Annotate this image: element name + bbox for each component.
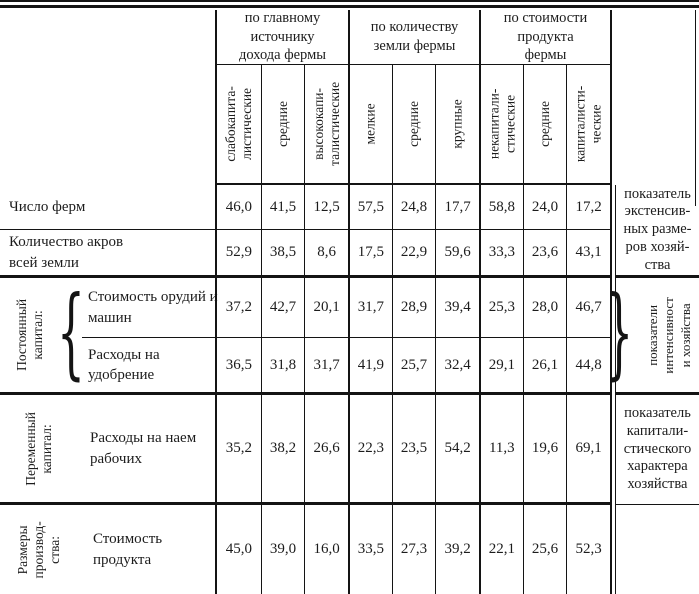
table-row-caption-farms	[0, 185, 215, 230]
data-cell: 36,5	[217, 338, 261, 395]
data-cell: 28,9	[392, 278, 436, 338]
data-cell: 37,2	[217, 278, 261, 338]
data-grid	[215, 10, 612, 594]
row-caption: всей земли	[9, 254, 79, 271]
vertical-column-label: средние	[523, 65, 567, 185]
data-cell: 11,3	[479, 395, 523, 505]
vertical-column-label: мелкие	[348, 65, 392, 185]
vertical-column-label: слабокапита- листические	[217, 65, 261, 185]
data-cell: 17,5	[348, 230, 392, 278]
row-caption-column	[0, 10, 218, 594]
vertical-column-label: средние	[261, 65, 305, 185]
row-caption: Расходы на	[88, 346, 160, 363]
data-cell: 25,3	[479, 278, 523, 338]
data-cell: 25,6	[523, 505, 567, 594]
curly-brace-left: {	[57, 276, 85, 392]
data-cell: 24,8	[392, 185, 436, 230]
data-cell: 43,1	[566, 230, 610, 278]
row-caption: Стоимость	[93, 531, 163, 548]
table-row-caption-acres	[0, 230, 215, 278]
data-cell: 41,9	[348, 338, 392, 395]
data-cell: 29,1	[479, 338, 523, 395]
column-group-header-product: по стоимости продукта фермы	[479, 10, 610, 65]
table-row-caption-product-value	[78, 529, 215, 570]
row-group-constant-capital	[0, 276, 218, 395]
row-caption: Количество акров	[9, 234, 124, 251]
annotation-header-right-rule	[695, 10, 696, 206]
row-caption: продукта	[93, 551, 152, 568]
row-group-label	[0, 520, 78, 579]
data-cell: 41,5	[261, 185, 305, 230]
data-cell: 32,4	[435, 338, 479, 395]
data-cell: 46,7	[566, 278, 610, 338]
data-cell: 22,1	[479, 505, 523, 594]
data-cell: 59,6	[435, 230, 479, 278]
column-group-header-income: по главному источнику дохода фермы	[217, 10, 348, 65]
vertical-column-label: высококапи- талистические	[304, 65, 348, 185]
data-cell: 20,1	[304, 278, 348, 338]
row-caption: Число ферм	[9, 198, 86, 215]
data-cell: 58,8	[479, 185, 523, 230]
vertical-column-label: капиталисти- ческие	[566, 65, 610, 185]
data-cell: 31,7	[348, 278, 392, 338]
row-caption: удобрение	[88, 367, 155, 383]
row-group-label-line: Размеры	[15, 525, 31, 574]
table-row-caption-hired-labor	[78, 428, 215, 469]
row-group-label	[0, 278, 60, 392]
data-cell: 54,2	[435, 395, 479, 505]
data-cell: 23,6	[523, 230, 567, 278]
top-rule-thin	[0, 0, 699, 2]
row-group-variable-capital	[0, 395, 215, 505]
row-group-label-line: Переменный	[23, 411, 39, 486]
row-caption: рабочих	[90, 450, 142, 467]
data-cell: 57,5	[348, 185, 392, 230]
data-cell: 42,7	[261, 278, 305, 338]
vertical-column-label: некапитали- стические	[479, 65, 523, 185]
row-caption: Стоимость орудий и	[88, 289, 218, 306]
data-cell: 24,0	[523, 185, 567, 230]
row-group-label-line: производ-	[31, 520, 47, 579]
data-cell: 44,8	[566, 338, 610, 395]
data-cell: 39,2	[435, 505, 479, 594]
data-cell: 46,0	[217, 185, 261, 230]
data-cell: 17,7	[435, 185, 479, 230]
top-rule-thick	[0, 5, 699, 8]
data-cell: 22,9	[392, 230, 436, 278]
curly-brace-right: }	[605, 276, 634, 392]
annotation-column	[605, 185, 699, 594]
data-cell: 69,1	[566, 395, 610, 505]
data-cell: 52,9	[217, 230, 261, 278]
data-cell: 25,7	[392, 338, 436, 395]
table-row-caption-fertilizer	[82, 338, 215, 392]
data-cell: 16,0	[304, 505, 348, 594]
row-group-label	[0, 411, 78, 486]
annotation-intensity: } показатели интенсивност и хозяйства	[616, 278, 699, 395]
row-caption: Расходы на наем	[90, 430, 197, 447]
table-row-caption-tools	[82, 278, 218, 338]
data-cell: 38,5	[261, 230, 305, 278]
data-cell: 38,2	[261, 395, 305, 505]
data-cell: 17,2	[566, 185, 610, 230]
row-group-label-line: Постоянный	[14, 299, 30, 371]
data-cell: 39,0	[261, 505, 305, 594]
data-cell: 8,6	[304, 230, 348, 278]
data-cell: 27,3	[392, 505, 436, 594]
data-cell: 45,0	[225, 541, 252, 557]
row-group-label-line: ства:	[46, 535, 62, 564]
row-caption: машин	[88, 309, 132, 326]
data-cell: 22,3	[348, 395, 392, 505]
row-group-production-size	[0, 505, 215, 594]
data-cell: 33,3	[479, 230, 523, 278]
data-cell: 19,6	[523, 395, 567, 505]
data-cell: 23,5	[392, 395, 436, 505]
data-cell: 31,7	[304, 338, 348, 395]
data-cell: 26,1	[523, 338, 567, 395]
annotation-capitalist-character: показатель капитали- стического характера хозяйства	[616, 395, 699, 505]
row-group-label-line: капитал:	[38, 423, 54, 474]
row-group-label-line: капитал:	[30, 310, 45, 360]
data-cell: 33,5	[348, 505, 392, 594]
data-cell: 12,5	[304, 185, 348, 230]
data-cell: 31,8	[261, 338, 305, 395]
data-cell: 52,3	[566, 505, 610, 594]
data-cell: 39,4	[435, 278, 479, 338]
vertical-column-label: крупные	[435, 65, 479, 185]
vertical-column-label: средние	[392, 65, 436, 185]
column-group-header-land: по количеству земли фермы	[348, 10, 479, 65]
data-cell: 26,6	[304, 395, 348, 505]
data-cell: 35,2	[217, 395, 261, 505]
annotation-extensive-size: показатель экстенсив- ных разме- ров хозяй- ства	[616, 185, 699, 278]
data-cell: 28,0	[523, 278, 567, 338]
